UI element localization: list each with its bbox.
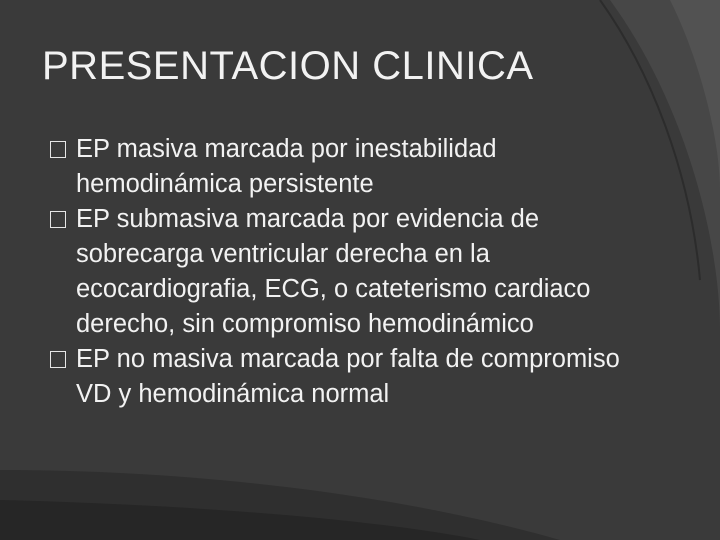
square-bullet-icon [50,211,66,228]
bullet-text: EP submasiva marcada por evidencia de sobrecarga ventricular derecha en la ecocardiografia, ECG, o cateterismo cardiaco derecho, sin compromiso hemodinámico [76,205,591,338]
bullet-item [48,202,648,342]
bullet-item [48,132,648,202]
bullet-text: EP no masiva marcada por falta de compromiso VD y hemodinámica normal [76,345,620,408]
bullet-item [48,342,648,412]
bullet-text: EP masiva marcada por inestabilidad hemodinámica persistente [76,135,497,198]
slide-title: PRESENTACION CLINICA [42,44,534,88]
square-bullet-icon [50,351,66,368]
square-bullet-icon [50,141,66,158]
bullet-list [48,132,648,412]
